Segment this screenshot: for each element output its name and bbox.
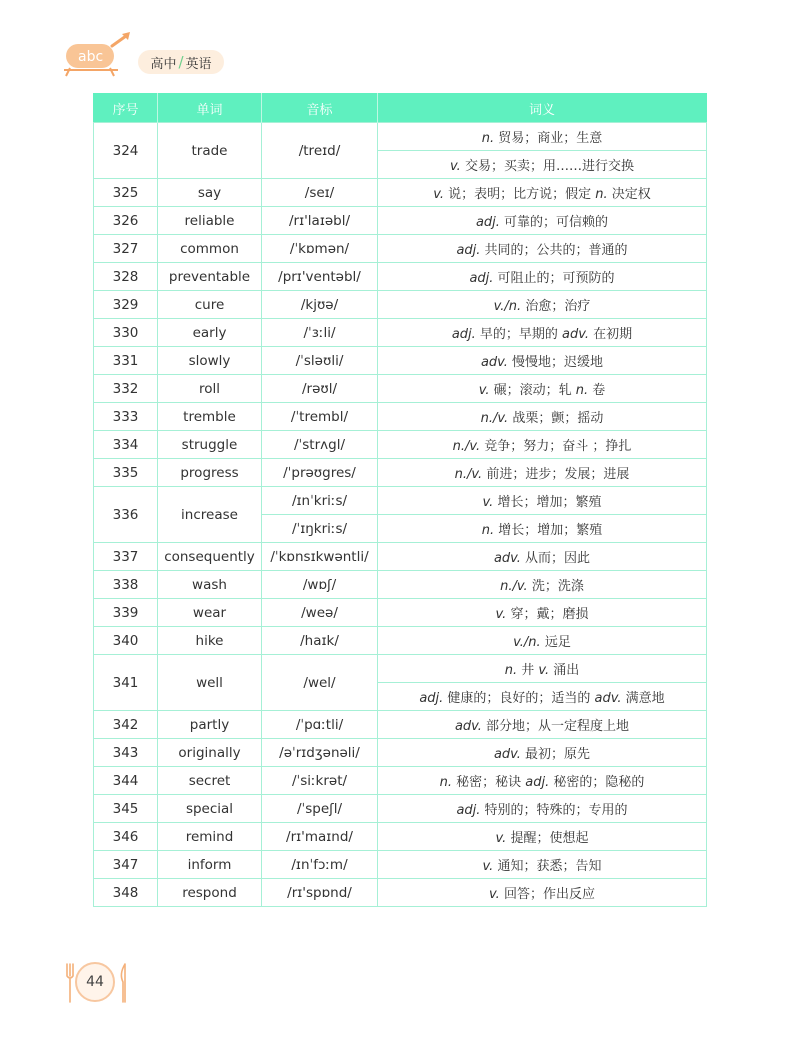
word-number: 344 — [94, 767, 158, 795]
part-of-speech: adj. — [451, 327, 476, 342]
word-number: 347 — [94, 851, 158, 879]
meaning-cell — [378, 403, 707, 431]
part-of-speech: v. — [433, 187, 444, 202]
phonetic-cell: /ˈtrembl/ — [262, 403, 378, 431]
phonetic-cell: /ˈpɑːtli/ — [262, 711, 378, 739]
word-number: 335 — [94, 459, 158, 487]
table-row — [94, 627, 707, 655]
word-number: 329 — [94, 291, 158, 319]
meaning-cell — [378, 123, 707, 151]
meaning-text: 满意地 — [621, 691, 665, 706]
part-of-speech: v. — [450, 159, 461, 174]
part-of-speech: adv. — [594, 691, 622, 706]
phonetic-cell: /ɪnˈkriːs/ — [262, 487, 378, 515]
meaning-text: 部分地；从一定程度上地 — [481, 719, 630, 734]
part-of-speech: v. — [489, 887, 500, 902]
word-cell: remind — [158, 823, 262, 851]
meaning-text: 早的；早期的 — [475, 327, 563, 342]
meaning-text: 战栗；颤；摇动 — [508, 411, 604, 426]
table-row — [94, 347, 707, 375]
word-number: 346 — [94, 823, 158, 851]
meaning-text: 前进；进步；发展；进展 — [482, 467, 630, 482]
meaning-cell — [378, 879, 707, 907]
phonetic-cell: /ˈkɒmən/ — [262, 235, 378, 263]
word-number: 337 — [94, 543, 158, 571]
meaning-text: 卷 — [588, 383, 606, 398]
phonetic-cell: /ˈsləʊli/ — [262, 347, 378, 375]
part-of-speech: adj. — [475, 215, 500, 230]
meaning-text: 涌出 — [549, 663, 580, 678]
part-of-speech: n./v. — [500, 579, 528, 594]
part-of-speech: n. — [481, 131, 495, 146]
table-row — [94, 767, 707, 795]
part-of-speech: v. — [495, 831, 507, 846]
meaning-cell — [378, 543, 707, 571]
meaning-cell — [378, 431, 707, 459]
column-header-meaning: 词义 — [378, 94, 707, 123]
word-cell: hike — [158, 627, 262, 655]
part-of-speech: n. — [439, 775, 452, 790]
abc-logo — [62, 30, 134, 78]
table-row — [94, 711, 707, 739]
phonetic-cell: /treɪd/ — [262, 123, 378, 179]
phonetic-cell: /rɪ'spɒnd/ — [262, 879, 378, 907]
phonetic-cell: /ˈkɒnsɪkwəntli/ — [262, 543, 378, 571]
phonetic-cell: /əˈrɪdʒənəli/ — [262, 739, 378, 767]
word-cell: partly — [158, 711, 262, 739]
meaning-cell — [378, 823, 707, 851]
phonetic-cell: /ˈɪŋkriːs/ — [262, 515, 378, 543]
meaning-cell — [378, 179, 707, 207]
meaning-cell — [378, 151, 707, 179]
word-number: 342 — [94, 711, 158, 739]
table-row — [94, 739, 707, 767]
subject-divider: / — [178, 53, 184, 71]
part-of-speech: n. — [595, 187, 608, 202]
word-cell: secret — [158, 767, 262, 795]
phonetic-cell: /haɪk/ — [262, 627, 378, 655]
word-number: 348 — [94, 879, 158, 907]
meaning-cell — [378, 571, 707, 599]
part-of-speech: adv. — [562, 327, 590, 342]
part-of-speech: n./v. — [454, 467, 483, 482]
word-cell: early — [158, 319, 262, 347]
part-of-speech: adj. — [419, 691, 444, 706]
table-row — [94, 403, 707, 431]
meaning-text: 竞争；努力；奋斗 ；挣扎 — [480, 439, 632, 454]
table-row — [94, 459, 707, 487]
table-row — [94, 319, 707, 347]
word-number: 340 — [94, 627, 158, 655]
meaning-text: 特别的；特殊的；专用的 — [480, 803, 628, 818]
meaning-text: 增长；增加；繁殖 — [494, 523, 603, 538]
word-number: 332 — [94, 375, 158, 403]
table-row — [94, 487, 707, 515]
meaning-text: 最初；原先 — [520, 747, 591, 762]
word-number: 336 — [94, 487, 158, 543]
table-row — [94, 823, 707, 851]
word-cell: common — [158, 235, 262, 263]
phonetic-cell: /ˈprəʊgres/ — [262, 459, 378, 487]
table-row — [94, 179, 707, 207]
column-header-word: 单词 — [158, 94, 262, 123]
part-of-speech: adv. — [493, 551, 521, 566]
meaning-text: 穿；戴；磨损 — [506, 607, 589, 622]
meaning-cell — [378, 291, 707, 319]
part-of-speech: n./v. — [480, 411, 509, 426]
table-row — [94, 599, 707, 627]
meaning-text: 可靠的；可信赖的 — [499, 215, 609, 230]
part-of-speech: n. — [575, 383, 589, 398]
table-header-row — [94, 94, 707, 123]
meaning-text: 通知；获悉；告知 — [493, 859, 602, 874]
part-of-speech: v. — [495, 607, 507, 622]
phonetic-cell: /wel/ — [262, 655, 378, 711]
meaning-cell — [378, 459, 707, 487]
vocabulary-table — [93, 93, 707, 907]
table-row — [94, 263, 707, 291]
meaning-text: 洗；洗涤 — [527, 579, 584, 594]
word-number: 333 — [94, 403, 158, 431]
phonetic-cell: /seɪ/ — [262, 179, 378, 207]
word-number: 341 — [94, 655, 158, 711]
meaning-cell — [378, 739, 707, 767]
word-number: 338 — [94, 571, 158, 599]
subject-level: 高中 — [150, 56, 177, 72]
word-cell: consequently — [158, 543, 262, 571]
phonetic-cell: /ˈstrʌgl/ — [262, 431, 378, 459]
word-number: 328 — [94, 263, 158, 291]
meaning-text: 回答；作出反应 — [499, 887, 595, 902]
part-of-speech: adv. — [454, 719, 482, 734]
word-number: 324 — [94, 123, 158, 179]
svg-text:abc: abc — [78, 49, 104, 65]
column-header-phonetic: 音标 — [262, 94, 378, 123]
part-of-speech: adv. — [480, 355, 508, 370]
meaning-cell — [378, 711, 707, 739]
phonetic-cell: /wɒʃ/ — [262, 571, 378, 599]
meaning-cell — [378, 795, 707, 823]
meaning-text: 在初期 — [589, 327, 633, 342]
table-row — [94, 879, 707, 907]
word-cell: wear — [158, 599, 262, 627]
phonetic-cell: /rɪ'laɪəbl/ — [262, 207, 378, 235]
part-of-speech: adj. — [469, 271, 494, 286]
word-cell: wash — [158, 571, 262, 599]
part-of-speech: n. — [504, 663, 518, 678]
part-of-speech: n./v. — [452, 439, 481, 454]
word-cell: cure — [158, 291, 262, 319]
table-body — [94, 123, 707, 907]
word-cell: originally — [158, 739, 262, 767]
word-cell: increase — [158, 487, 262, 543]
meaning-text: 慢慢地；迟缓地 — [507, 355, 604, 370]
phonetic-cell: /rɪ'maɪnd/ — [262, 823, 378, 851]
phonetic-cell: /ɪnˈfɔːm/ — [262, 851, 378, 879]
meaning-cell — [378, 375, 707, 403]
phonetic-cell: /weə/ — [262, 599, 378, 627]
meaning-cell — [378, 235, 707, 263]
meaning-text: 共同的；公共的；普通的 — [480, 243, 628, 258]
table-row — [94, 123, 707, 151]
word-cell: trade — [158, 123, 262, 179]
word-number: 327 — [94, 235, 158, 263]
meaning-cell — [378, 851, 707, 879]
meaning-text: 增长；增加；繁殖 — [493, 495, 602, 510]
meaning-cell — [378, 207, 707, 235]
phonetic-cell: /ˈɜːli/ — [262, 319, 378, 347]
meaning-text: 秘密的；隐秘的 — [549, 775, 645, 790]
word-cell: well — [158, 655, 262, 711]
part-of-speech: v./n. — [513, 635, 541, 650]
word-number: 339 — [94, 599, 158, 627]
phonetic-cell: /ˈsiːkrət/ — [262, 767, 378, 795]
word-number: 326 — [94, 207, 158, 235]
word-number: 345 — [94, 795, 158, 823]
meaning-text: 贸易；商业；生意 — [494, 131, 603, 146]
table-row — [94, 207, 707, 235]
meaning-text: 交易；买卖；用……进行交换 — [460, 159, 634, 174]
subject-tag — [138, 50, 224, 74]
table-row — [94, 571, 707, 599]
meaning-text: 井 — [517, 663, 539, 678]
word-cell: reliable — [158, 207, 262, 235]
meaning-cell — [378, 627, 707, 655]
word-cell: struggle — [158, 431, 262, 459]
subject-name: 英语 — [185, 56, 212, 72]
meaning-text: 可阻止的；可预防的 — [493, 271, 615, 286]
word-cell: progress — [158, 459, 262, 487]
meaning-text: 碾；滚动；轧 — [489, 383, 576, 398]
part-of-speech: adj. — [456, 803, 481, 818]
meaning-text: 治愈；治疗 — [521, 299, 591, 314]
word-cell: say — [158, 179, 262, 207]
part-of-speech: v. — [538, 663, 550, 678]
word-cell: slowly — [158, 347, 262, 375]
meaning-cell — [378, 767, 707, 795]
word-number: 343 — [94, 739, 158, 767]
part-of-speech: adv. — [493, 747, 521, 762]
table-row — [94, 375, 707, 403]
meaning-text: 健康的；良好的；适当的 — [443, 691, 595, 706]
meaning-cell — [378, 347, 707, 375]
word-cell: preventable — [158, 263, 262, 291]
word-cell: inform — [158, 851, 262, 879]
meaning-cell — [378, 515, 707, 543]
meaning-cell — [378, 655, 707, 683]
word-cell: respond — [158, 879, 262, 907]
part-of-speech: v. — [478, 383, 490, 398]
table-row — [94, 543, 707, 571]
meaning-cell — [378, 263, 707, 291]
table-row — [94, 235, 707, 263]
word-cell: roll — [158, 375, 262, 403]
meaning-text: 提醒；使想起 — [506, 831, 589, 846]
meaning-text: 远足 — [540, 635, 571, 650]
word-number: 330 — [94, 319, 158, 347]
part-of-speech: v. — [482, 495, 494, 510]
meaning-cell — [378, 683, 707, 711]
part-of-speech: v./n. — [493, 299, 522, 314]
meaning-text: 从而；因此 — [520, 551, 591, 566]
word-number: 334 — [94, 431, 158, 459]
part-of-speech: adj. — [456, 243, 481, 258]
table-row — [94, 795, 707, 823]
part-of-speech: v. — [482, 859, 494, 874]
meaning-text: 决定权 — [607, 187, 651, 202]
phonetic-cell: /rəʊl/ — [262, 375, 378, 403]
table-row — [94, 431, 707, 459]
column-header-number: 序号 — [94, 94, 158, 123]
meaning-text: 秘密；秘诀 — [452, 775, 526, 790]
meaning-cell — [378, 599, 707, 627]
part-of-speech: adj. — [525, 775, 550, 790]
word-cell: tremble — [158, 403, 262, 431]
word-number: 331 — [94, 347, 158, 375]
phonetic-cell: /ˈspeʃl/ — [262, 795, 378, 823]
table-row — [94, 655, 707, 683]
meaning-cell — [378, 487, 707, 515]
part-of-speech: n. — [481, 523, 495, 538]
meaning-text: 说；表明；比方说；假定 — [443, 187, 596, 202]
phonetic-cell: /kjʊə/ — [262, 291, 378, 319]
word-cell: special — [158, 795, 262, 823]
word-number: 325 — [94, 179, 158, 207]
table-row — [94, 291, 707, 319]
page-number: 44 — [75, 962, 115, 1002]
phonetic-cell: /prɪ'ventəbl/ — [262, 263, 378, 291]
table-row — [94, 851, 707, 879]
meaning-cell — [378, 319, 707, 347]
